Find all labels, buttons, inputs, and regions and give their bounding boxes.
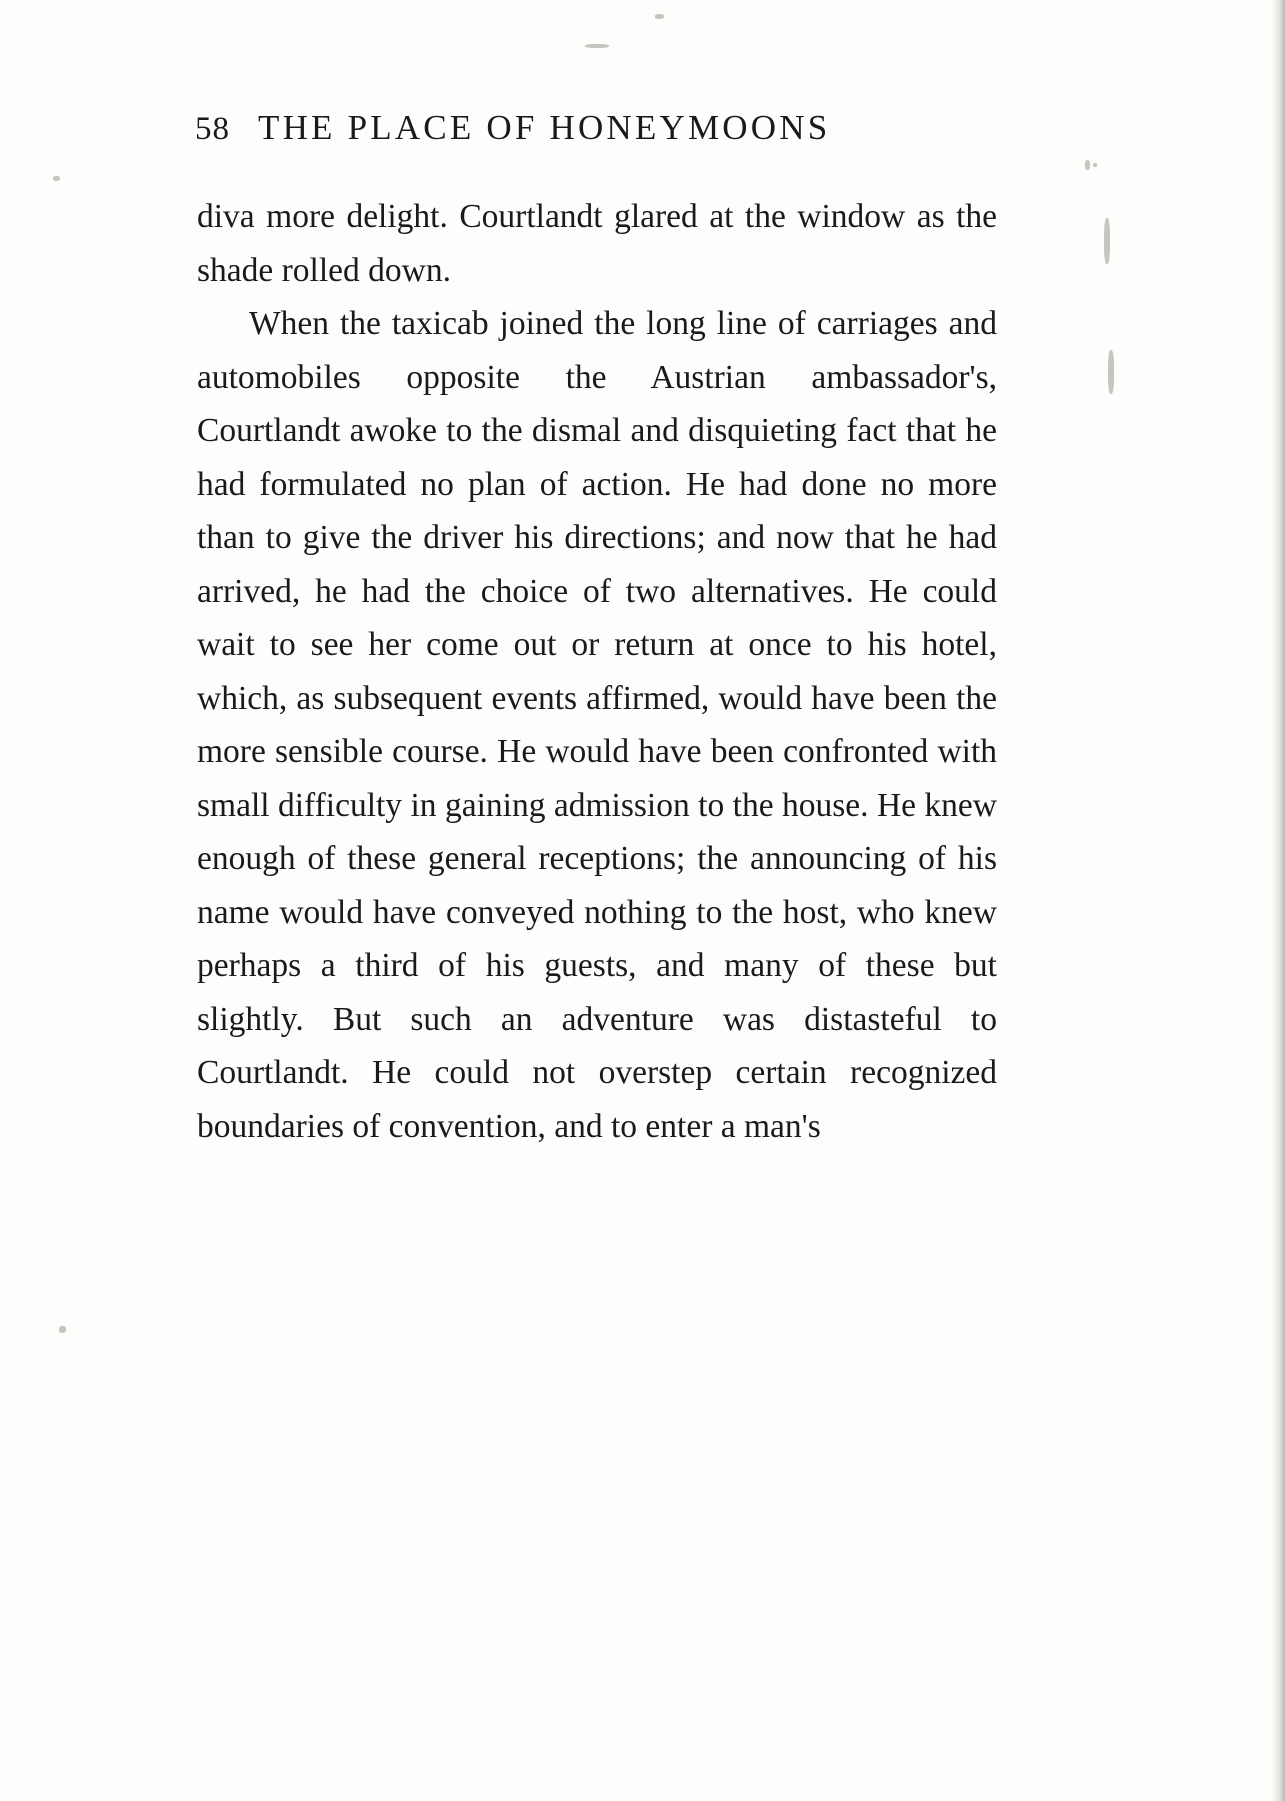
- page-header: [195, 108, 1095, 148]
- scan-edge-shadow: [1271, 0, 1285, 1801]
- page-number: 58: [195, 111, 230, 147]
- scan-speck: [1085, 160, 1090, 170]
- scan-speck: [53, 176, 60, 181]
- scan-speck: [1108, 350, 1114, 394]
- scan-speck: [59, 1326, 66, 1333]
- scan-speck: [1104, 218, 1110, 264]
- paragraph: When the taxicab joined the long line of carriages and automobiles opposite the Austrian ambassador's, Courtlandt awoke to the dismal and disquieting fact that he had formulated no plan of action. He had done no more than to give the driver his directions; and now that he had arrived, he had the choice of two alternatives. He could wait to see her come out or return at once to his hotel, which, as subsequent events affirmed, would have been the more sensible course. He would have been confronted with small difficulty in gaining admission to the house. He knew enough of these general receptions; the announcing of his name would have conveyed nothing to the host, who knew perhaps a third of his guests, and many of these but slightly. But such an adventure was distasteful to Courtlandt. He could not overstep certain recognized boundaries of convention, and to enter a man's: [197, 305, 997, 1145]
- running-title: THE PLACE OF HONEYMOONS: [258, 108, 831, 147]
- paragraph: diva more delight. Courtlandt glared at the window as the shade rolled down.: [197, 198, 997, 289]
- page-body: [197, 190, 997, 1153]
- scan-speck: [655, 14, 664, 19]
- scan-speck: [1093, 163, 1097, 167]
- scan-speck: [585, 44, 609, 48]
